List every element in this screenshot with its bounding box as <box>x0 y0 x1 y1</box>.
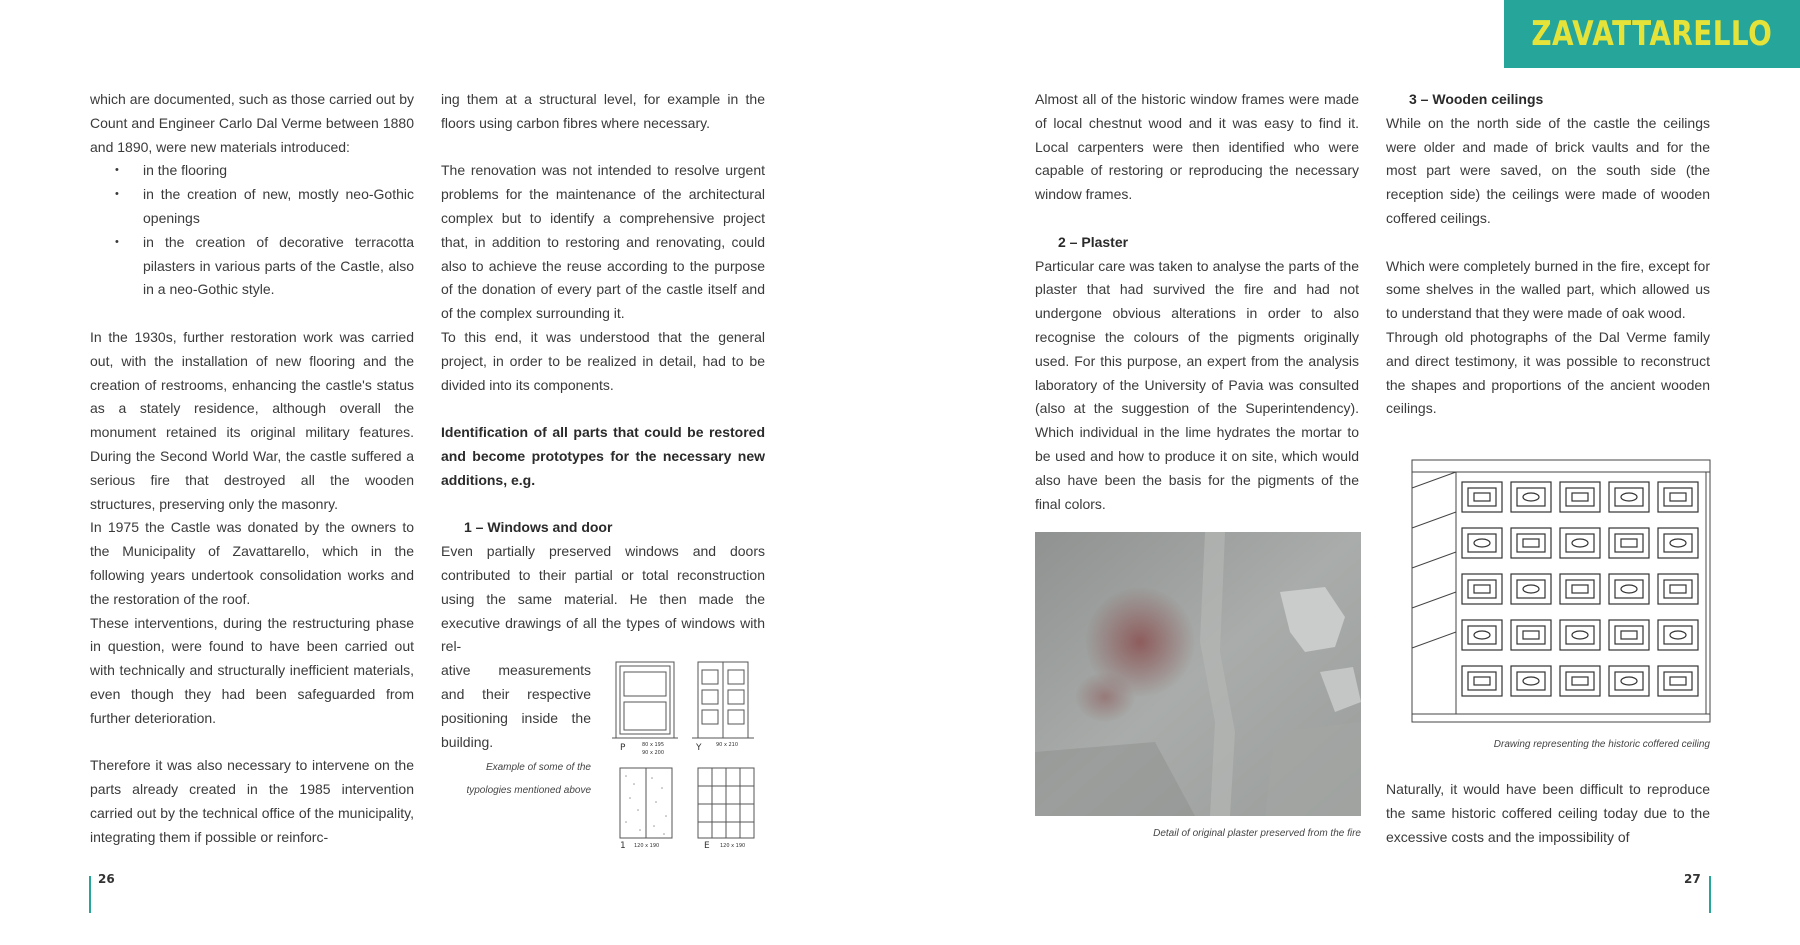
column-2 <box>441 88 765 754</box>
coffer-shape <box>1474 493 1490 501</box>
coffer-shape <box>1468 580 1496 598</box>
paragraph: The renovation was not intended to resolve urgent problems for the maintenance of the architectural complex but to identify a comprehensive project that, in addition to restoring and renovating, could also to achieve the reuse according to the purpose of the donation of every part of the castle itself and of the complex surrounding it. <box>441 162 765 322</box>
coffer-shape <box>1615 672 1643 690</box>
coffer-shape <box>1474 631 1490 639</box>
coffer-shape <box>1468 534 1496 552</box>
coffer-shape <box>1615 534 1643 552</box>
bullet-list <box>90 159 414 302</box>
paragraph: Therefore it was also necessary to intervene on the parts already created in the 1985 intervention carried out by the technical office of the municipality, integrating them if possible or reinforc- <box>90 757 414 845</box>
coffer-shape <box>1517 626 1545 644</box>
page-number-right: 27 <box>1684 872 1701 886</box>
coffer-shape <box>1664 672 1692 690</box>
coffer-shape <box>1670 631 1686 639</box>
drawing-label-e-dims: 120 x 190 <box>720 843 746 849</box>
coffer-shape <box>1621 585 1637 593</box>
coffer-shape <box>1566 488 1594 506</box>
coffer-shape <box>1517 672 1545 690</box>
coffer-shape <box>1664 626 1692 644</box>
coffer-shape <box>1572 493 1588 501</box>
coffer-shape <box>1615 580 1643 598</box>
paragraph: ative measurements and their respective positioning inside the building. <box>441 662 591 750</box>
paragraph: Particular care was taken to analyse the parts of the plaster that had survived the fire and had not undergone obvious alterations in order to also recognise the colours of the pigments originally used. For this purpose, an expert from the analysis laboratory of the University of Pavia was consulted (also at the suggestion of the Superintendency). Which individual in the lime hydrates the mortar to be used and how to produce it on site, which would also have been the basis for the pigments of the final colors. <box>1035 257 1359 512</box>
coffer-shape <box>1670 677 1686 685</box>
coffer-shape <box>1566 580 1594 598</box>
bold-heading: Identification of all parts that could be restored and become prototypes for the necessary new additions, e.g. <box>441 424 765 488</box>
drawing-label-p-dims: 80 x 195 <box>642 742 665 748</box>
coffer-shape <box>1670 493 1686 501</box>
figure-caption: Example of some of the typologies mentioned above <box>466 762 591 796</box>
paragraph: which are documented, such as those carried out by Count and Engineer Carlo Dal Verme between 1880 and 1890, were new materials introduced: <box>90 91 414 155</box>
coffer-shape <box>1468 672 1496 690</box>
paragraph: ing them at a structural level, for example in the floors using carbon fibres where necessary. <box>441 91 765 131</box>
section-heading: 1 – Windows and door <box>464 519 613 536</box>
drawing-label-y-dims: 90 x 210 <box>716 742 739 748</box>
drawing-label-1-dims: 120 x 190 <box>634 843 660 849</box>
coffer-shape <box>1566 672 1594 690</box>
drawing-label-1: 1 <box>620 841 626 850</box>
coffer-shape <box>1621 677 1637 685</box>
drawing-label-p-dims2: 90 x 200 <box>642 750 665 756</box>
coffer-shape <box>1572 585 1588 593</box>
drawing-label-y: Y <box>696 743 702 753</box>
paragraph: While on the north side of the castle the ceilings were older and made of brick vaults and for the most part were saved, on the south side (the reception side) the ceilings were made of wooden coffered ceilings. <box>1386 114 1710 226</box>
coffer-shape <box>1621 493 1637 501</box>
coffer-shape <box>1474 585 1490 593</box>
coffer-shape <box>1664 534 1692 552</box>
drawing-label-e: E <box>704 841 710 850</box>
paragraph: Through old photographs of the Dal Verme family and direct testimony, it was possible to reconstruct the shapes and proportions of the ancient wooden ceilings. <box>1386 328 1710 417</box>
section-heading: 3 – Wooden ceilings <box>1409 91 1544 107</box>
paragraph: In the 1930s, further restoration work was carried out, with the installation of new flooring and the creation of restrooms, enhancing the castle's status as a stately residence, although overall the monument retained its original military features. During the Second World War, the castle suffered a serious fire that destroyed all the wooden structures, preserving only the masonry. <box>90 328 414 512</box>
list-item: • in the creation of decorative terracotta pilasters in various parts of the Castle, also in a neo-Gothic style. <box>90 231 414 302</box>
coffer-shape <box>1517 534 1545 552</box>
paragraph: In 1975 the Castle was donated by the owners to the Municipality of Zavattarello, which in the following years undertook consolidation works and the restoration of the roof. <box>90 519 414 607</box>
coffer-shape <box>1523 493 1539 501</box>
coffer-shape <box>1664 580 1692 598</box>
coffer-shape <box>1523 585 1539 593</box>
coffer-shape <box>1670 539 1686 547</box>
page-number-left: 26 <box>98 872 115 886</box>
paragraph: Which were completely burned in the fire, except for some shelves in the walled part, which allowed us to understand that they were made of oak wood. <box>1386 257 1710 322</box>
coffer-shape <box>1523 677 1539 685</box>
column-4 <box>1386 88 1710 421</box>
column-3 <box>1035 88 1359 516</box>
coffer-shape <box>1474 677 1490 685</box>
coffer-shape <box>1474 539 1490 547</box>
plaster-photo <box>1035 532 1361 816</box>
coffer-shape <box>1670 585 1686 593</box>
coffer-shape <box>1517 580 1545 598</box>
coffer-shape <box>1664 488 1692 506</box>
coffer-shape <box>1523 539 1539 547</box>
page-rule-left <box>89 876 91 913</box>
window-drawings <box>612 658 766 850</box>
coffer-shape <box>1566 626 1594 644</box>
paragraph: To this end, it was understood that the general project, in order to be realized in detail, had to be divided into its components. <box>441 328 765 393</box>
paragraph: Almost all of the historic window frames were made of local chestnut wood and it was easy to find it. Local carpenters were then identified who were capable of restoring or reproducing the necessary window frames. <box>1035 91 1359 203</box>
drawing-label-p: P <box>620 743 626 753</box>
coffer-shape <box>1621 631 1637 639</box>
page-rule-right <box>1709 876 1711 913</box>
coffer-shape <box>1566 534 1594 552</box>
coffer-shape <box>1468 626 1496 644</box>
column-1 <box>90 88 414 850</box>
paragraph: These interventions, during the restructuring phase in question, were found to have been carried out with technically and structurally inefficient materials, even though they had been safeguarded from further deterioration. <box>90 614 414 726</box>
coffer-shape <box>1621 539 1637 547</box>
list-item: • in the flooring <box>90 159 414 183</box>
coffer-shape <box>1572 631 1588 639</box>
page-title: ZAVATTARELLO <box>1531 14 1773 54</box>
coffer-shape <box>1615 488 1643 506</box>
list-item: • in the creation of new, mostly neo-Gothic openings <box>90 183 414 231</box>
coffer-shape <box>1572 677 1588 685</box>
paragraph: Naturally, it would have been difficult to reproduce the same historic coffered ceiling today due to the excessive costs and the impossibility of <box>1386 781 1710 845</box>
coffer-shape <box>1517 488 1545 506</box>
coffer-shape <box>1572 539 1588 547</box>
drawing-caption: Drawing representing the historic coffered ceiling <box>1493 739 1710 750</box>
paragraph: Even partially preserved windows and doors contributed to their partial or total reconstruction using the same material. He then made the executive drawings of all the types of windows with rel- <box>441 543 765 655</box>
coffer-shape <box>1523 631 1539 639</box>
section-heading: 2 – Plaster <box>1058 233 1129 250</box>
coffer-shape <box>1615 626 1643 644</box>
photo-caption: Detail of original plaster preserved from the fire <box>1153 828 1361 839</box>
column-4-continued <box>1386 778 1710 849</box>
header-banner <box>1504 0 1800 68</box>
coffered-ceiling-drawing <box>1410 458 1712 724</box>
coffer-shape <box>1468 488 1496 506</box>
